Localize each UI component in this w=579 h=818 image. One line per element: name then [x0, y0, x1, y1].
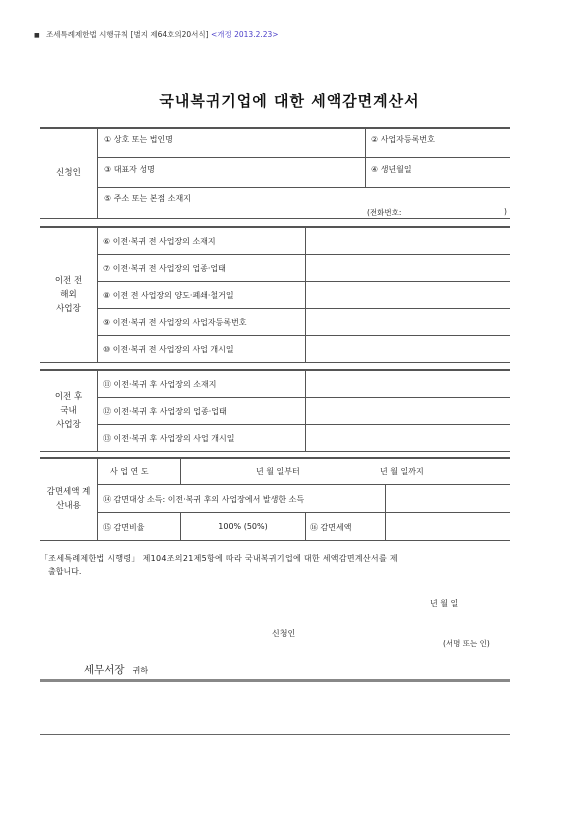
- period-from-field[interactable]: 년 월 일부터: [256, 467, 300, 476]
- reduction-income-label: ⑭ 감면대상 소득: 이전·복귀 후의 사업장에서 발생한 소득: [103, 495, 305, 504]
- phone-field[interactable]: (전화번호:: [367, 208, 402, 217]
- before-industry-label: ⑦ 이전·복귀 전 사업장의 업종·업태: [103, 264, 226, 273]
- after-industry-input[interactable]: [306, 398, 510, 423]
- rule: [40, 362, 510, 363]
- after-industry-label: ⑫ 이전·복귀 후 사업장의 업종·업태: [103, 407, 227, 416]
- declaration-date[interactable]: 년 월 일: [430, 599, 459, 608]
- before-biz-reg-no-label: ⑨ 이전·복귀 전 사업장의 사업자등록번호: [103, 318, 247, 327]
- legal-reference: 조세특례제한법 시행규칙 [별지 제64호의20서식]: [46, 30, 209, 39]
- after-move-label: 이전 후 국내 사업장: [54, 392, 83, 430]
- applicant-signature-label[interactable]: 신청인: [272, 629, 296, 638]
- rule: [180, 457, 181, 484]
- after-location-input[interactable]: [306, 370, 510, 396]
- declaration-line-2: 출합니다.: [48, 567, 82, 576]
- form-title: 국내복귀기업에 대한 세액감면계산서: [159, 92, 420, 110]
- before-start-date-label: ⑩ 이전·복귀 전 사업장의 사업 개시일: [103, 345, 234, 354]
- reduction-income-input[interactable]: [386, 485, 510, 511]
- rule: [40, 540, 510, 541]
- rule: [40, 734, 510, 735]
- rule: [40, 451, 510, 452]
- recipient: [84, 658, 148, 677]
- recipient-office: 세무서장: [84, 664, 125, 676]
- fiscal-year-label: 사 업 연 도: [110, 467, 149, 476]
- rule: [97, 226, 98, 362]
- biz-reg-no-field[interactable]: ② 사업자등록번호: [371, 135, 435, 144]
- reduction-tax-input[interactable]: [386, 513, 510, 539]
- after-location-label: ⑪ 이전·복귀 후 사업장의 소재지: [103, 380, 217, 389]
- after-start-date-input[interactable]: [306, 425, 510, 450]
- square-bullet-icon: ■: [34, 32, 40, 39]
- phone-field-close: ): [504, 207, 507, 216]
- before-start-date-input[interactable]: [306, 336, 510, 361]
- reduction-rate-label: ⑮ 감면비율: [103, 523, 145, 532]
- before-industry-input[interactable]: [306, 255, 510, 280]
- address-field[interactable]: ⑤ 주소 또는 본점 소재지: [104, 194, 191, 203]
- before-move-label: 이전 전 해외 사업장: [54, 276, 83, 314]
- reduction-tax-label: ⑯ 감면세액: [310, 523, 352, 532]
- reduction-rate-value: 100% (50%): [218, 522, 268, 531]
- reduction-label: 감면세액 계 산내용: [46, 487, 91, 511]
- business-name-field[interactable]: ① 상호 또는 법인명: [104, 135, 173, 144]
- rule: [305, 512, 306, 540]
- period-to-field[interactable]: 년 월 일까지: [380, 467, 424, 476]
- before-location-input[interactable]: [306, 227, 510, 253]
- rule: [97, 457, 98, 540]
- before-biz-reg-no-input[interactable]: [306, 309, 510, 334]
- rule: [40, 127, 510, 129]
- before-closure-date-input[interactable]: [306, 282, 510, 307]
- signature-note: (서명 또는 인): [443, 639, 490, 648]
- applicant-label: 신청인: [56, 168, 81, 178]
- birth-date-field[interactable]: ④ 생년월일: [371, 165, 412, 174]
- rule: [40, 218, 510, 219]
- rule: [97, 187, 510, 188]
- rule: [40, 457, 510, 459]
- revision-date: <개정 2013.2.23>: [210, 30, 279, 39]
- declaration-line-1: 「조세특례제한법 시행령」 제104조의21제5항에 따라 국내복귀기업에 대한 세액감면계산서를 제: [40, 554, 398, 563]
- recipient-suffix: 귀하: [132, 666, 149, 675]
- rule: [97, 369, 98, 451]
- rule: [97, 127, 98, 218]
- before-location-label: ⑥ 이전·복귀 전 사업장의 소재지: [103, 237, 216, 246]
- before-closure-date-label: ⑧ 이전 전 사업장의 양도·폐쇄·철거일: [103, 291, 234, 300]
- rule: [40, 679, 510, 682]
- after-start-date-label: ⑬ 이전·복귀 후 사업장의 사업 개시일: [103, 434, 235, 443]
- legal-reference-note: [34, 29, 279, 40]
- rule: [365, 127, 366, 187]
- representative-field[interactable]: ③ 대표자 성명: [104, 165, 155, 174]
- rule: [97, 157, 510, 158]
